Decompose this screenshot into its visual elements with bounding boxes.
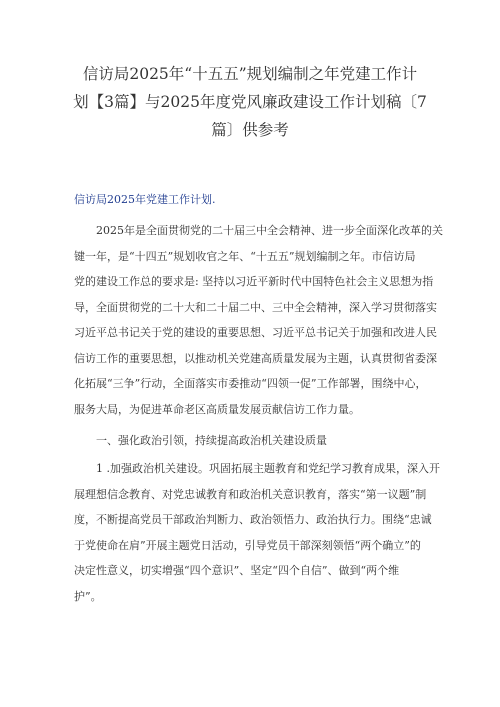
title-line-1: 信访局2025年“十五五”规划编制之年党建工作计: [82, 65, 418, 83]
subheading-1: [74, 428, 434, 454]
paragraph-1: [74, 456, 440, 609]
title-line-3: 篇〕供参考: [211, 121, 289, 139]
intro-line: 化拓展“三争”行动，全面落实市委推动“四领一促”工作部署，围绕中心，: [74, 377, 427, 390]
paragraph-line: 护”。: [74, 589, 102, 603]
title-line-2: 划【3篇】与2025年度党风廉政建设工作计划稿〔7: [73, 93, 427, 111]
intro-line: 服务大局，为促进革命老区高质量发展贡献信访工作力量。: [74, 402, 360, 416]
paragraph-line: 1 .加强政治机关建设。巩固拓展主题教育和党纪学习教育成果，深入开: [74, 462, 440, 475]
intro-line: 导，全面贯彻党的二十大和二十届二中、三中全会精神，深入学习贯彻落实: [74, 300, 437, 314]
intro-line: 党的建设工作总的要求是: 坚持以习近平新时代中国特色社会主义思想为指: [74, 275, 434, 288]
intro-line: 习近平总书记关于党的建设的重要思想、习近平总书记关于加强和改进人民: [74, 326, 437, 339]
document-title: [60, 60, 440, 144]
paragraph-line: 于党使命在肩”开展主题党日活动，引导党员干部深刻领悟“两个确立”的: [74, 538, 421, 552]
subheading-1-text: 一、强化政治引领，持续提高政治机关建设质量: [74, 434, 327, 447]
intro-paragraph: [74, 218, 443, 422]
intro-line: 键一年，是“十四五”规划收官之年、“十五五”规划编制之年。市信访局: [74, 249, 416, 263]
intro-line: 2025年是全面贯彻党的二十届三中全会精神、进一步全面深化改革的关: [74, 224, 443, 237]
paragraph-line: 度，不断提高党员干部政治判断力、政治领悟力、政治执行力。围绕“忠诚: [74, 513, 432, 526]
intro-line: 信访工作的重要思想，以推动机关党建高质量发展为主题，认真贯彻省委深: [74, 351, 437, 365]
section-heading: 信访局2025年党建工作计划.: [74, 193, 216, 206]
paragraph-line: 展理想信念教育、对党忠诚教育和政治机关意识教育，落实“第一议题”制: [74, 487, 427, 501]
paragraph-line: 决定性意义，切实增强“四个意识”、坚定“四个自信”、做到“两个维: [74, 564, 400, 577]
